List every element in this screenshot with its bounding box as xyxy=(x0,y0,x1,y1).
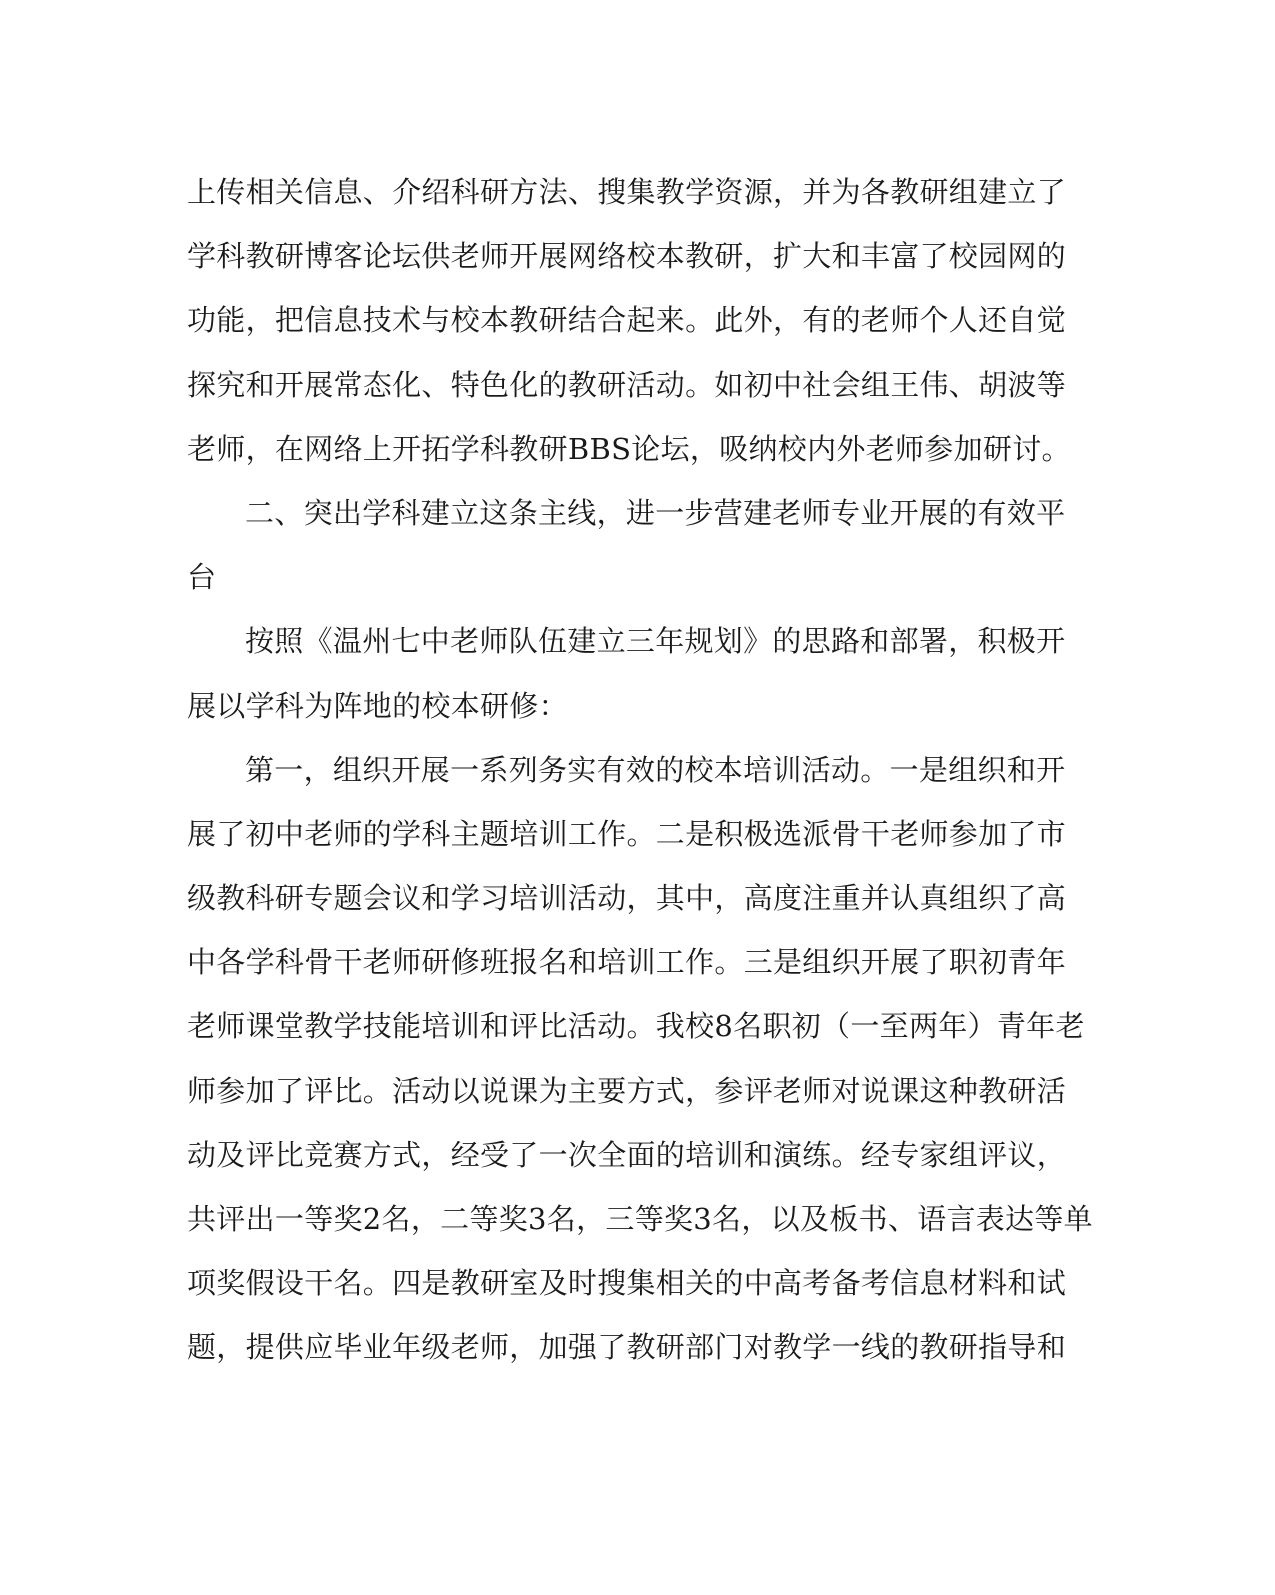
text-line: 上传相关信息、介绍科研方法、搜集教学资源，并为各教研组建立了 xyxy=(187,175,1067,209)
section-heading: 二、突出学科建立这条主线，进一步营建老师专业开展的有效平 xyxy=(245,495,1066,530)
paragraph-start: 第一，组织开展一系列务实有效的校本培训活动。一是组织和开 xyxy=(245,752,1066,787)
text-line: 功能，把信息技术与校本教研结合起来。此外，有的老师个人还自觉 xyxy=(187,303,1067,338)
text-line: 项奖假设干名。四是教研室及时搜集相关的中高考备考信息材料和试 xyxy=(187,1266,1067,1301)
text-line: 老师课堂教学技能培训和评比活动。我校8名职初（一至两年）青年老 xyxy=(187,1009,1085,1044)
text-line: 级教科研专题会议和学习培训活动，其中，高度注重并认真组织了高 xyxy=(187,881,1067,916)
paragraph-start: 按照《温州七中老师队伍建立三年规划》的思路和部署，积极开 xyxy=(245,624,1066,659)
text-line: 共评出一等奖2名，二等奖3名，三等奖3名，以及板书、语言表达等单 xyxy=(187,1202,1093,1236)
text-line: 展以学科为阵地的校本研修： xyxy=(187,688,568,723)
text-line: 探究和开展常态化、特色化的教研活动。如初中社会组王伟、胡波等 xyxy=(187,367,1067,402)
text-line: 学科教研博客论坛供老师开展网络校本教研，扩大和丰富了校园网的 xyxy=(187,239,1067,274)
text-line: 动及评比竞赛方式，经受了一次全面的培训和演练。经专家组评议， xyxy=(187,1137,1067,1172)
text-line: 展了初中老师的学科主题培训工作。二是积极选派骨干老师参加了市 xyxy=(187,816,1067,851)
section-heading-continued: 台 xyxy=(187,560,217,595)
document-body xyxy=(187,160,1093,1380)
text-line: 中各学科骨干老师研修班报名和培训工作。三是组织开展了职初青年 xyxy=(187,945,1067,980)
text-line: 题，提供应毕业年级老师，加强了教研部门对教学一线的教研指导和 xyxy=(187,1330,1067,1365)
text-line: 老师，在网络上开拓学科教研BBS论坛，吸纳校内外老师参加研讨。 xyxy=(187,431,1071,466)
text-line: 师参加了评比。活动以说课为主要方式，参评老师对说课这种教研活 xyxy=(187,1073,1067,1108)
